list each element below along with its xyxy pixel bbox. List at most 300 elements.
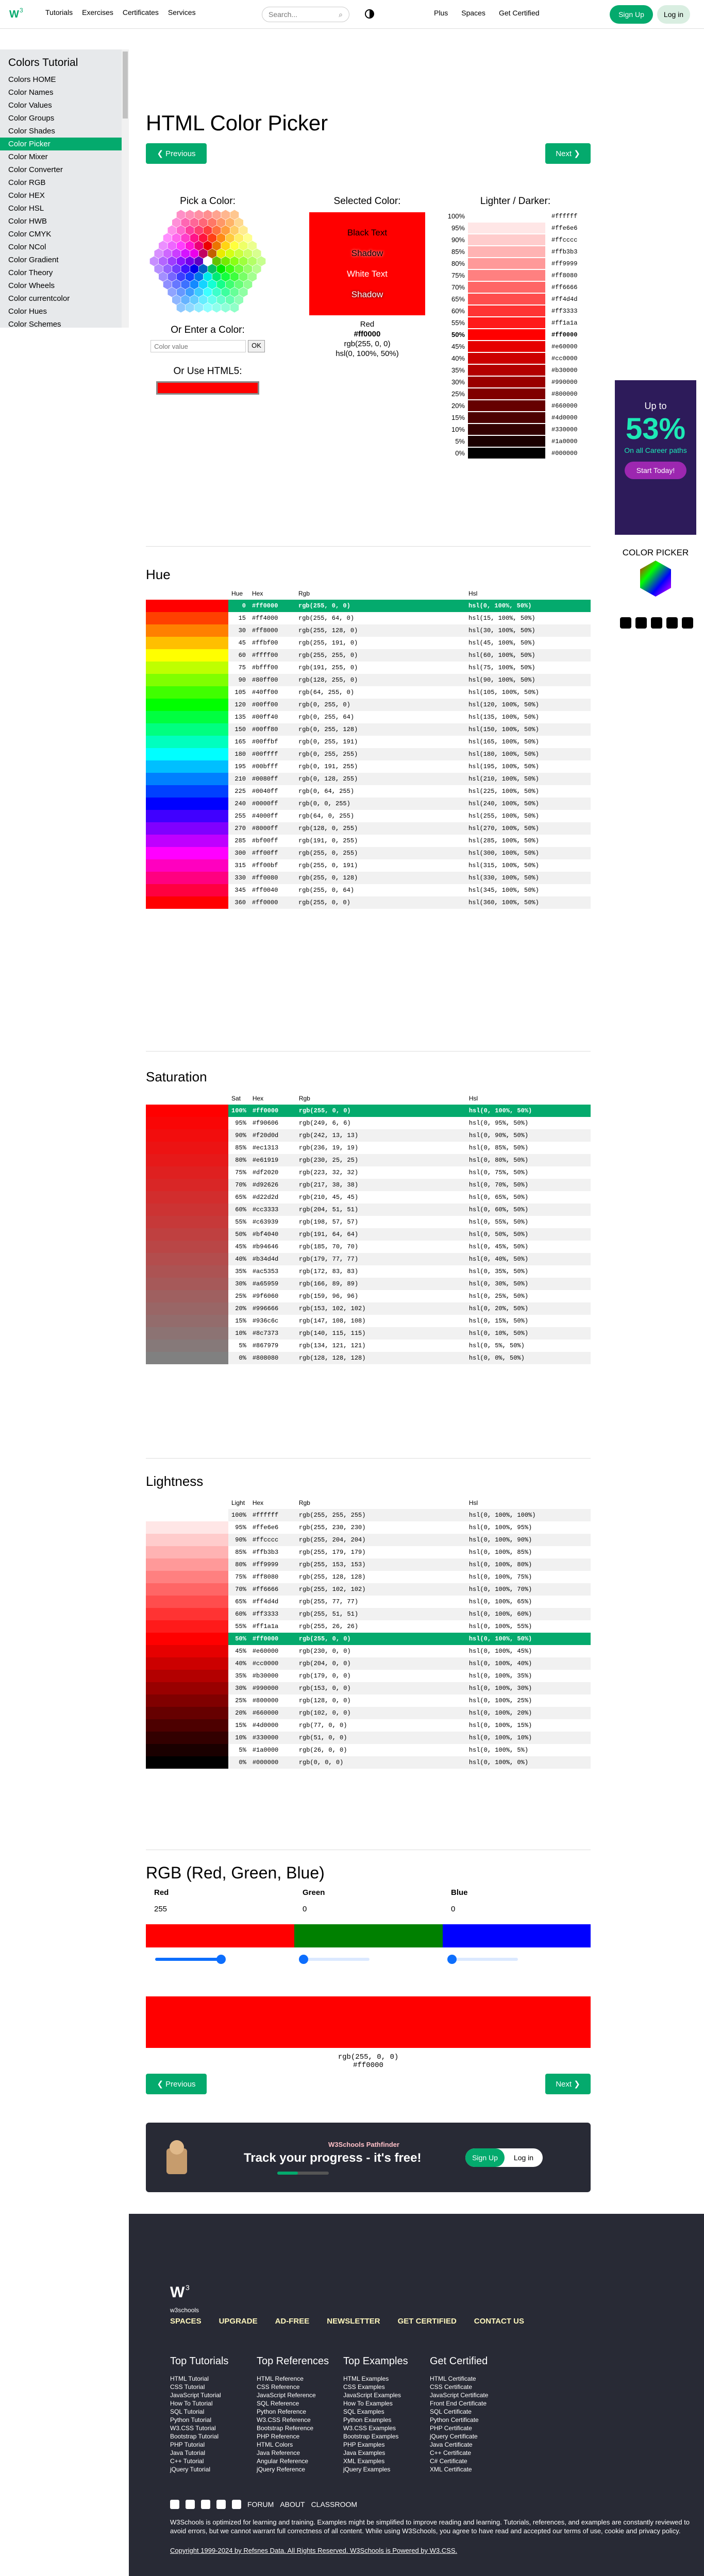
color-swatch-cell[interactable] <box>146 1315 228 1327</box>
menu-exercises[interactable]: Exercises <box>82 8 113 16</box>
footer-column-link[interactable]: SQL Tutorial <box>170 2408 205 2415</box>
table-row[interactable] <box>146 699 591 711</box>
footer-facebook-icon[interactable] <box>216 2500 226 2509</box>
table-row[interactable] <box>146 1253 591 1265</box>
color-swatch-cell[interactable] <box>146 1253 228 1265</box>
menu-tutorials[interactable]: Tutorials <box>45 8 73 16</box>
color-swatch-cell[interactable] <box>146 1707 228 1719</box>
footer-youtube-icon[interactable] <box>170 2500 179 2509</box>
table-row[interactable] <box>146 1719 591 1732</box>
table-row[interactable] <box>146 859 591 872</box>
promo-ad[interactable] <box>615 380 696 535</box>
footer-link-newsletter[interactable]: NEWSLETTER <box>327 2317 380 2326</box>
color-swatch-cell[interactable] <box>146 1302 228 1315</box>
ld-swatch[interactable] <box>468 424 545 435</box>
lighter-darker-row[interactable] <box>438 400 593 412</box>
color-swatch-cell[interactable] <box>146 760 228 773</box>
color-swatch-cell[interactable] <box>146 884 228 896</box>
color-swatch-cell[interactable] <box>146 1142 228 1154</box>
sidebar-scrollbar[interactable] <box>122 49 129 328</box>
lighter-darker-row[interactable] <box>438 317 593 329</box>
footer-link-upgrade[interactable]: UPGRADE <box>219 2317 258 2326</box>
sidebar-item-color-shades[interactable]: Color Shades <box>8 127 55 135</box>
color-swatch-cell[interactable] <box>146 1265 228 1278</box>
sidebar-item-color-hex[interactable]: Color HEX <box>8 191 45 200</box>
color-swatch-cell[interactable] <box>146 1732 228 1744</box>
table-row[interactable] <box>146 1216 591 1228</box>
linkedin-icon[interactable] <box>635 617 647 629</box>
sidebar-item-color-schemes[interactable]: Color Schemes <box>8 320 61 328</box>
table-row[interactable] <box>146 785 591 798</box>
footer-column-link[interactable]: jQuery Certificate <box>430 2433 478 2440</box>
lighter-darker-row[interactable] <box>438 341 593 352</box>
footer-column-link[interactable]: C++ Tutorial <box>170 2458 204 2465</box>
sidebar-item-colors-home[interactable]: Colors HOME <box>8 75 56 84</box>
table-row[interactable] <box>146 1670 591 1682</box>
lighter-darker-row[interactable] <box>438 269 593 281</box>
footer-instagram-icon[interactable] <box>232 2500 241 2509</box>
footer-column-link[interactable]: Java Examples <box>343 2449 385 2456</box>
search-icon[interactable]: ⌕ <box>339 10 343 19</box>
table-row[interactable] <box>146 1290 591 1302</box>
color-swatch-cell[interactable] <box>146 1657 228 1670</box>
color-swatch-cell[interactable] <box>146 1179 228 1191</box>
table-row[interactable] <box>146 1278 591 1290</box>
footer-column-link[interactable]: HTML Certificate <box>430 2375 476 2382</box>
color-swatch-cell[interactable] <box>146 1228 228 1241</box>
color-swatch-cell[interactable] <box>146 624 228 637</box>
table-row[interactable] <box>146 612 591 624</box>
color-swatch-cell[interactable] <box>146 723 228 736</box>
table-row[interactable] <box>146 760 591 773</box>
menu-certificates[interactable]: Certificates <box>122 8 159 16</box>
table-row[interactable] <box>146 847 591 859</box>
ld-swatch[interactable] <box>468 329 545 340</box>
ld-swatch[interactable] <box>468 306 545 316</box>
table-row[interactable] <box>146 1228 591 1241</box>
green-slider[interactable] <box>304 1958 370 1961</box>
previous-button[interactable]: ❮ Previous <box>146 143 207 164</box>
footer-column-link[interactable]: JavaScript Examples <box>343 2392 401 2399</box>
color-swatch-cell[interactable] <box>146 835 228 847</box>
blue-slider[interactable] <box>452 1958 518 1961</box>
color-swatch-cell[interactable] <box>146 1241 228 1253</box>
table-row[interactable] <box>146 810 591 822</box>
table-row[interactable] <box>146 1142 591 1154</box>
table-row[interactable] <box>146 1509 591 1521</box>
pathfinder-login-button[interactable]: Log in <box>513 2154 534 2162</box>
footer-column-link[interactable]: CSS Examples <box>343 2383 385 2391</box>
table-row[interactable] <box>146 773 591 785</box>
ld-swatch[interactable] <box>468 282 545 293</box>
sidebar-item-color-ncol[interactable]: Color NCol <box>8 243 46 251</box>
table-row[interactable] <box>146 1179 591 1191</box>
sidebar-item-color-theory[interactable]: Color Theory <box>8 268 53 277</box>
table-row[interactable] <box>146 1707 591 1719</box>
table-row[interactable] <box>146 1546 591 1558</box>
table-row[interactable] <box>146 872 591 884</box>
sidebar-item-color-wheels[interactable]: Color Wheels <box>8 281 55 290</box>
ld-swatch[interactable] <box>468 294 545 304</box>
table-row[interactable] <box>146 662 591 674</box>
next-button[interactable]: Next ❯ <box>545 143 591 164</box>
table-row[interactable] <box>146 1744 591 1756</box>
footer-column-link[interactable]: SQL Examples <box>343 2408 384 2415</box>
table-row[interactable] <box>146 1154 591 1166</box>
sidebar-item-color-mixer[interactable]: Color Mixer <box>8 152 48 161</box>
lighter-darker-row[interactable] <box>438 305 593 317</box>
green-slider-knob[interactable] <box>299 1955 308 1964</box>
footer-column-link[interactable]: How To Tutorial <box>170 2400 213 2407</box>
table-row[interactable] <box>146 1204 591 1216</box>
color-swatch-cell[interactable] <box>146 1682 228 1694</box>
footer-link-contact[interactable]: CONTACT US <box>474 2317 524 2326</box>
footer-column-link[interactable]: PHP Reference <box>257 2433 300 2440</box>
ld-swatch[interactable] <box>468 365 545 376</box>
color-swatch-cell[interactable] <box>146 1509 228 1521</box>
color-swatch-cell[interactable] <box>146 1534 228 1546</box>
color-swatch-cell[interactable] <box>146 1216 228 1228</box>
table-row[interactable] <box>146 686 591 699</box>
table-cell: hsl(0, 100%, 45%) <box>468 1648 532 1655</box>
footer-column-link[interactable]: jQuery Tutorial <box>170 2466 211 2473</box>
table-row[interactable] <box>146 1105 591 1117</box>
color-swatch-cell[interactable] <box>146 1204 228 1216</box>
color-swatch-cell[interactable] <box>146 810 228 822</box>
lighter-darker-row[interactable] <box>438 376 593 388</box>
sidebar-item-color-groups[interactable]: Color Groups <box>8 114 55 123</box>
footer-column-link[interactable]: HTML Reference <box>257 2375 304 2382</box>
footer-column-link[interactable]: Python Tutorial <box>170 2416 212 2424</box>
youtube-icon[interactable] <box>620 617 631 629</box>
color-wheel-icon[interactable] <box>635 558 676 599</box>
table-row[interactable] <box>146 1694 591 1707</box>
table-row[interactable] <box>146 624 591 637</box>
side-color-picker[interactable] <box>622 548 689 602</box>
footer-column-link[interactable]: Bootstrap Reference <box>257 2425 314 2432</box>
footer-column-link[interactable]: PHP Certificate <box>430 2425 472 2432</box>
footer-column-link[interactable]: jQuery Reference <box>257 2466 306 2473</box>
color-swatch-cell[interactable] <box>146 798 228 810</box>
footer-linkedin-icon[interactable] <box>186 2500 195 2509</box>
color-swatch-cell[interactable] <box>146 686 228 699</box>
ok-button[interactable]: OK <box>248 340 265 352</box>
color-swatch-cell[interactable] <box>146 1191 228 1204</box>
get-certified-link[interactable]: Get Certified <box>498 9 540 17</box>
footer-column-link[interactable]: HTML Colors <box>257 2441 293 2448</box>
footer-column-link[interactable]: CSS Certificate <box>430 2383 473 2391</box>
color-swatch-cell[interactable] <box>146 1719 228 1732</box>
color-hexagon-map[interactable] <box>146 207 270 315</box>
table-row[interactable] <box>146 1129 591 1142</box>
footer-column-link[interactable]: W3.CSS Reference <box>257 2416 311 2424</box>
color-swatch-cell[interactable] <box>146 1154 228 1166</box>
scrollbar-thumb[interactable] <box>123 52 128 118</box>
color-swatch-cell[interactable] <box>146 1278 228 1290</box>
footer-link-spaces[interactable]: SPACES <box>170 2317 202 2326</box>
color-swatch-cell[interactable] <box>146 1105 228 1117</box>
footer-column-link[interactable]: Python Certificate <box>430 2416 479 2424</box>
blue-slider-knob[interactable] <box>447 1955 457 1964</box>
table-row[interactable] <box>146 1241 591 1253</box>
color-swatch-cell[interactable] <box>146 1608 228 1620</box>
lighter-darker-row[interactable] <box>438 412 593 423</box>
color-swatch-cell[interactable] <box>146 1290 228 1302</box>
lighter-darker-row[interactable] <box>438 329 593 341</box>
color-swatch-cell[interactable] <box>146 872 228 884</box>
color-swatch-cell[interactable] <box>146 847 228 859</box>
lighter-darker-row[interactable] <box>438 281 593 293</box>
sidebar-item-color-hsl[interactable]: Color HSL <box>8 204 44 213</box>
color-swatch-cell[interactable] <box>146 1166 228 1179</box>
table-row[interactable] <box>146 1583 591 1596</box>
lighter-darker-row[interactable] <box>438 364 593 376</box>
color-swatch-cell[interactable] <box>146 699 228 711</box>
table-row[interactable] <box>146 649 591 662</box>
table-row[interactable] <box>146 1596 591 1608</box>
footer-column-link[interactable]: Java Certificate <box>430 2441 473 2448</box>
table-row[interactable] <box>146 1191 591 1204</box>
table-row[interactable] <box>146 835 591 847</box>
footer-forum-link[interactable]: FORUM <box>247 2500 274 2509</box>
table-row[interactable] <box>146 1732 591 1744</box>
footer-column-link[interactable]: CSS Tutorial <box>170 2383 205 2391</box>
color-swatch-cell[interactable] <box>146 1583 228 1596</box>
footer-column-link[interactable]: Bootstrap Examples <box>343 2433 399 2440</box>
color-swatch-cell[interactable] <box>146 773 228 785</box>
ld-swatch[interactable] <box>468 388 545 399</box>
lighter-darker-row[interactable] <box>438 423 593 435</box>
ld-swatch[interactable] <box>468 246 545 257</box>
sidebar-item-color-cmyk[interactable]: Color CMYK <box>8 230 52 239</box>
color-swatch-cell[interactable] <box>146 822 228 835</box>
lighter-darker-row[interactable] <box>438 234 593 246</box>
ld-swatch[interactable] <box>468 341 545 352</box>
sidebar-item-color-gradient[interactable]: Color Gradient <box>8 256 59 264</box>
table-row[interactable] <box>146 736 591 748</box>
lighter-darker-row[interactable] <box>438 210 593 222</box>
table-row[interactable] <box>146 1315 591 1327</box>
footer-column-link[interactable]: Front End Certificate <box>430 2400 487 2407</box>
footer-column-link[interactable]: jQuery Examples <box>343 2466 391 2473</box>
next-button-bottom[interactable]: Next ❯ <box>545 2074 591 2094</box>
color-swatch-cell[interactable] <box>146 1756 228 1769</box>
footer-column-link[interactable]: Java Tutorial <box>170 2449 206 2456</box>
color-swatch-cell[interactable] <box>146 637 228 649</box>
ld-swatch[interactable] <box>468 448 545 459</box>
footer-column-link[interactable]: Python Examples <box>343 2416 392 2424</box>
search-input[interactable] <box>262 7 349 22</box>
table-row[interactable] <box>146 896 591 909</box>
color-swatch-cell[interactable] <box>146 1558 228 1571</box>
color-value-input[interactable] <box>150 340 246 352</box>
table-row[interactable] <box>146 1682 591 1694</box>
instagram-icon[interactable] <box>682 617 693 629</box>
footer-column-link[interactable]: C++ Certificate <box>430 2449 472 2456</box>
ld-swatch[interactable] <box>468 211 545 222</box>
color-swatch-cell[interactable] <box>146 1571 228 1583</box>
color-swatch-cell[interactable] <box>146 1596 228 1608</box>
table-row[interactable] <box>146 1558 591 1571</box>
w3schools-logo-icon[interactable] <box>6 3 29 26</box>
footer-column-link[interactable]: XML Certificate <box>430 2466 472 2473</box>
table-row[interactable] <box>146 1571 591 1583</box>
table-row[interactable] <box>146 1521 591 1534</box>
footer-column-link[interactable]: W3.CSS Tutorial <box>170 2425 216 2432</box>
color-swatch-cell[interactable] <box>146 1645 228 1657</box>
footer-column-link[interactable]: SQL Reference <box>257 2400 299 2407</box>
table-row[interactable] <box>146 1302 591 1315</box>
table-row[interactable] <box>146 723 591 736</box>
plus-link[interactable]: Plus <box>434 9 448 17</box>
red-slider[interactable] <box>155 1958 221 1961</box>
red-slider-knob[interactable] <box>216 1955 226 1964</box>
table-row[interactable] <box>146 1633 591 1645</box>
table-row[interactable] <box>146 1534 591 1546</box>
color-swatch-cell[interactable] <box>146 1352 228 1364</box>
table-row[interactable] <box>146 711 591 723</box>
table-row[interactable] <box>146 600 591 612</box>
table-row[interactable] <box>146 637 591 649</box>
footer-column-link[interactable]: Bootstrap Tutorial <box>170 2433 219 2440</box>
table-row[interactable] <box>146 1352 591 1364</box>
sidebar-item-color-converter[interactable]: Color Converter <box>8 165 63 174</box>
table-row[interactable] <box>146 1340 591 1352</box>
color-swatch-cell[interactable] <box>146 896 228 909</box>
sidebar-item-color-hues[interactable]: Color Hues <box>8 307 47 316</box>
footer-column-link[interactable]: SQL Certificate <box>430 2408 472 2415</box>
color-swatch-cell[interactable] <box>146 1327 228 1340</box>
lighter-darker-row[interactable] <box>438 222 593 234</box>
signup-button[interactable]: Sign Up <box>610 5 653 24</box>
footer-link-ad-free[interactable]: AD-FREE <box>275 2317 310 2326</box>
color-swatch-cell[interactable] <box>146 1521 228 1534</box>
footer-column-link[interactable]: Python Reference <box>257 2408 307 2415</box>
color-swatch-cell[interactable] <box>146 1129 228 1142</box>
footer-column-link[interactable]: JavaScript Tutorial <box>170 2392 221 2399</box>
color-swatch-cell[interactable] <box>146 649 228 662</box>
lighter-darker-row[interactable] <box>438 246 593 258</box>
lighter-darker-row[interactable] <box>438 447 593 459</box>
footer-discord-icon[interactable] <box>201 2500 210 2509</box>
sidebar-item-color-currentcolor[interactable]: Color currentcolor <box>8 294 70 303</box>
table-row[interactable] <box>146 1645 591 1657</box>
sidebar-item-color-rgb[interactable]: Color RGB <box>8 178 46 187</box>
footer-column-link[interactable]: Java Reference <box>257 2449 300 2456</box>
ad-start-button[interactable]: Start Today! <box>625 462 686 479</box>
lighter-darker-row[interactable] <box>438 258 593 269</box>
sidebar-item-color-names[interactable]: Color Names <box>8 88 54 97</box>
sidebar-item-color-picker[interactable]: Color Picker <box>0 138 129 150</box>
table-row[interactable] <box>146 1117 591 1129</box>
color-swatch-cell[interactable] <box>146 662 228 674</box>
html5-color-input[interactable] <box>156 381 259 395</box>
footer-about-link[interactable]: ABOUT <box>280 2500 305 2509</box>
table-row[interactable] <box>146 1327 591 1340</box>
ld-swatch[interactable] <box>468 436 545 447</box>
footer-column-link[interactable]: JavaScript Certificate <box>430 2392 489 2399</box>
login-button[interactable]: Log in <box>657 5 690 24</box>
ld-swatch[interactable] <box>468 412 545 423</box>
footer-column-link[interactable]: JavaScript Reference <box>257 2392 316 2399</box>
table-row[interactable] <box>146 798 591 810</box>
footer-column-link[interactable]: C# Certificate <box>430 2458 467 2465</box>
color-swatch-cell[interactable] <box>146 1633 228 1645</box>
footer-link-get-certified[interactable]: GET CERTIFIED <box>397 2317 457 2326</box>
color-swatch-cell[interactable] <box>146 736 228 748</box>
ld-swatch[interactable] <box>468 353 545 364</box>
table-row[interactable] <box>146 674 591 686</box>
footer-column-link[interactable]: PHP Tutorial <box>170 2441 205 2448</box>
color-swatch-cell[interactable] <box>146 1546 228 1558</box>
lighter-darker-row[interactable] <box>438 435 593 447</box>
previous-button-bottom[interactable]: ❮ Previous <box>146 2074 207 2094</box>
table-row[interactable] <box>146 1756 591 1769</box>
color-swatch-cell[interactable] <box>146 1340 228 1352</box>
footer-column-link[interactable]: PHP Examples <box>343 2441 385 2448</box>
menu-services[interactable]: Services <box>167 8 196 16</box>
ld-swatch[interactable] <box>468 317 545 328</box>
table-row[interactable] <box>146 1265 591 1278</box>
sidebar-item-color-hwb[interactable]: Color HWB <box>8 217 47 226</box>
discord-icon[interactable] <box>651 617 662 629</box>
lighter-darker-row[interactable] <box>438 388 593 400</box>
footer-classroom-link[interactable]: CLASSROOM <box>311 2500 358 2509</box>
dark-mode-toggle-icon[interactable] <box>364 8 375 20</box>
footer-column-link[interactable]: How To Examples <box>343 2400 393 2407</box>
ld-swatch[interactable] <box>468 400 545 411</box>
color-swatch-cell[interactable] <box>146 785 228 798</box>
color-swatch-cell[interactable] <box>146 1744 228 1756</box>
ld-swatch[interactable] <box>468 377 545 387</box>
color-swatch-cell[interactable] <box>146 674 228 686</box>
facebook-icon[interactable] <box>666 617 678 629</box>
color-swatch-cell[interactable] <box>146 600 228 612</box>
table-row[interactable] <box>146 1657 591 1670</box>
sidebar-item-color-values[interactable]: Color Values <box>8 101 52 110</box>
color-swatch-cell[interactable] <box>146 1620 228 1633</box>
spaces-link[interactable]: Spaces <box>461 9 485 17</box>
footer-column-link[interactable]: HTML Tutorial <box>170 2375 209 2382</box>
table-row[interactable] <box>146 822 591 835</box>
color-swatch-cell[interactable] <box>146 1117 228 1129</box>
footer-logo-icon[interactable] <box>170 2281 196 2307</box>
footer-column-link[interactable]: HTML Examples <box>343 2375 389 2382</box>
lighter-darker-row[interactable] <box>438 293 593 305</box>
ld-swatch[interactable] <box>468 223 545 233</box>
table-row[interactable] <box>146 884 591 896</box>
color-swatch-cell[interactable] <box>146 711 228 723</box>
footer-column-link[interactable]: W3.CSS Examples <box>343 2425 396 2432</box>
color-swatch-cell[interactable] <box>146 612 228 624</box>
table-row[interactable] <box>146 1166 591 1179</box>
ld-swatch[interactable] <box>468 258 545 269</box>
footer-column-link[interactable]: XML Examples <box>343 2458 385 2465</box>
table-row[interactable] <box>146 748 591 760</box>
ld-swatch[interactable] <box>468 270 545 281</box>
table-row[interactable] <box>146 1620 591 1633</box>
color-swatch-cell[interactable] <box>146 859 228 872</box>
table-row[interactable] <box>146 1608 591 1620</box>
pathfinder-signup-button[interactable]: Sign Up <box>465 2148 505 2167</box>
lighter-darker-row[interactable] <box>438 352 593 364</box>
footer-column-link[interactable]: Angular Reference <box>257 2458 309 2465</box>
footer-column-link[interactable]: CSS Reference <box>257 2383 300 2391</box>
color-swatch-cell[interactable] <box>146 1694 228 1707</box>
color-swatch-cell[interactable] <box>146 1670 228 1682</box>
color-swatch-cell[interactable] <box>146 748 228 760</box>
ld-swatch[interactable] <box>468 234 545 245</box>
